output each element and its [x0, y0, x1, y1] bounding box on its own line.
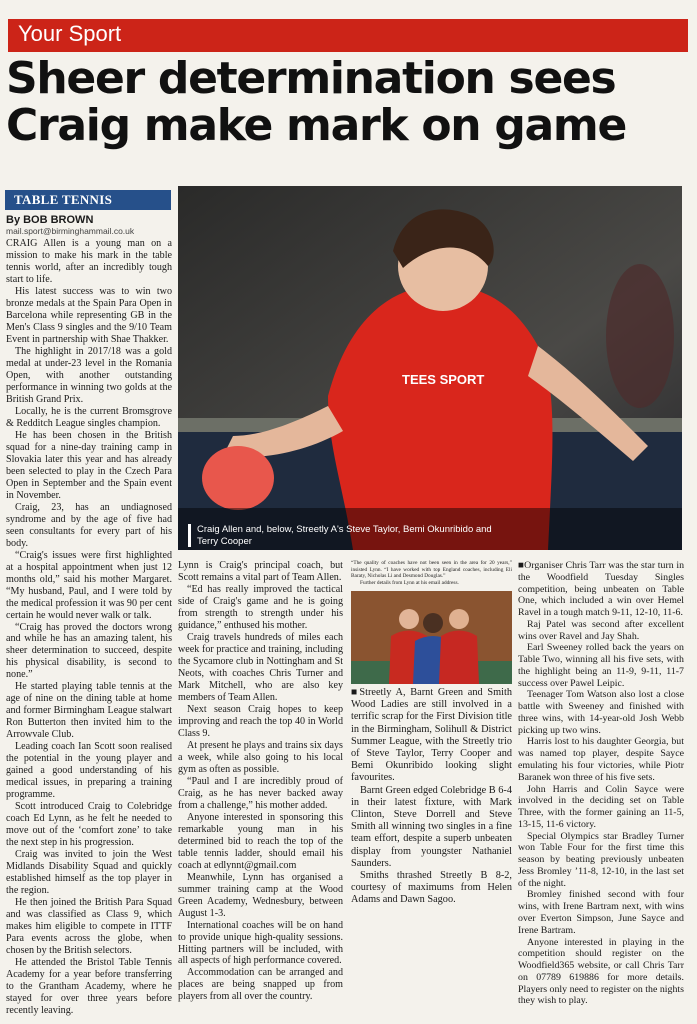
- section-label: Your Sport: [18, 21, 122, 46]
- byline: By BOB BROWN: [6, 214, 94, 226]
- paragraph: Lynn is Craig's principal coach, but Scott remains a vital part of Team Allen.: [178, 560, 343, 583]
- paragraph: Meanwhile, Lynn has organised a summer training camp at the Wood Green Academy, Wednesbury, between August 1-3.: [178, 871, 343, 919]
- paragraph: His latest success was to win two bronze medals at the Spain Para Open in Barcelona while representing GB in the Men's Class 9 singles and the 9/10 Team Event in partnership with Shae Thakker.: [6, 285, 172, 345]
- paragraph: ■ Organiser Chris Tarr was the star turn in the Woodfield Tuesday Singles competition, being unbeaten on Table One, which included a win over Hemel Ravel in a tough match 9-11, 12-10, 11-6.: [518, 560, 684, 619]
- section-banner: [8, 19, 688, 52]
- paragraph: Bromley finished second with four wins, with Irene Bartram next, with wins over Everton Simpson, June Sayce and Irene Bartram.: [518, 889, 684, 936]
- topic-label: TABLE TENNIS: [14, 192, 113, 207]
- article-column-middle: [178, 560, 343, 1003]
- player-illustration: [178, 186, 682, 550]
- topic-tag: [5, 190, 171, 210]
- paragraph: He then joined the British Para Squad and was classified as Class 9, which makes him eligible to compete in ITTF Para events across the globe, when chosen by the British selectors.: [6, 897, 172, 957]
- paragraph: Raj Patel was second after excellent wins over Ravel and Jay Shah.: [518, 618, 684, 642]
- paragraph: Leading coach Ian Scott soon realised the potential in the young player and gained a good understanding of his medical issues, in preparing a training programme.: [6, 741, 172, 801]
- paragraph: ■ Streetly A, Barnt Green and Smith Wood Ladies are still involved in a terrific scrap for the First Division title in the Birmingham, Solihull & District Summer League, with the Streetly trio of Steve Taylor, Terry Cooper and Bemi Okunribido looking slight favourites.: [351, 687, 512, 785]
- paragraph: Harris lost to his daughter Georgia, but was named top player, despite Sayce emulating his four victories, while Piotr Baranek won three of his five sets.: [518, 736, 684, 783]
- paragraph: Locally, he is the current Bromsgrove & Redditch League singles champion.: [6, 405, 172, 429]
- paragraph: Scott introduced Craig to Colebridge coach Ed Lynn, as he felt he needed to move out of the ‘comfort zone’ to take the next step in his progression.: [6, 801, 172, 849]
- paragraph: He started playing table tennis at the age of nine on the dining table at home and former Birmingham League stalwart Ron Butterton then invited him to the Arrowvale Club.: [6, 681, 172, 741]
- team-photo: [351, 591, 512, 684]
- byline-email: mail.sport@birminghammail.co.uk: [6, 226, 135, 236]
- paragraph: Barnt Green edged Colebridge B 6-4 in their latest fixture, with Mark Clinton, Steve Dorrell and Steve Smith all winning two singles in a fine team effort, despite a superb unbeaten display from youngster Nathaniel Saunders.: [351, 784, 512, 869]
- paragraph: “Craig has proved the doctors wrong and while he has an amazing talent, his sheer determination to succeed, despite his physical disability, is second to none.”: [6, 621, 172, 681]
- paragraph: “Craig's issues were first highlighted at a hospital appointment when just 12 months old,” said his mother Margaret. “My husband, Paul, and I were told by the medical profession it was 90 per cent certain he would never walk or talk.: [6, 549, 172, 621]
- article-column-right-top: [351, 560, 512, 587]
- paragraph: CRAIG Allen is a young man on a mission to make his mark in the table tennis world, after an incredibly tough start to life.: [6, 238, 172, 285]
- paragraph: Craig was invited to join the West Midlands Disability Squad and quickly established himself as the top player in the region.: [6, 849, 172, 897]
- paragraph: Earl Sweeney rolled back the years on Table Two, winning all his five sets, with the highlight being an 11-9, 9-11, 11-7 success over Pawel Leipic.: [518, 642, 684, 689]
- paragraph: At present he plays and trains six days a week, while also going to his local gym as often as possible.: [178, 739, 343, 775]
- article-column-far-right: [518, 560, 684, 1007]
- paragraph: Next season Craig hopes to keep improving and reach the top 40 in World Class 9.: [178, 703, 343, 739]
- paragraph: Anyone interested in playing in the competition should register on the Woodfield365 website, or call Chris Tarr on 07789 619886 for more details. Players only need to register on the nights they wish to play.: [518, 936, 684, 1007]
- team-illustration: [351, 591, 512, 684]
- headline: [6, 55, 692, 149]
- main-photo: [178, 186, 682, 550]
- paragraph: Craig, 23, has an undiagnosed syndrome and by the age of five had seen consultants for every part of his body.: [6, 501, 172, 549]
- shirt-sponsor-text: TEES SPORT: [402, 372, 485, 387]
- paragraph: “Ed has really improved the tactical side of Craig's game and he is going from strength to strength under his guidance,” enthused his mother.: [178, 583, 343, 631]
- paragraph: Accommodation can be arranged and places are being snapped up from players from all over the country.: [178, 967, 343, 1003]
- paragraph: He attended the Bristol Table Tennis Academy for a year before transferring to the Grantham Academy, where he stayed for over three years before recently leaving.: [6, 957, 172, 1016]
- paragraph: Special Olympics star Bradley Turner won Table Four for the first time this season by beating previously unbeaten Jess Bromley ’11-8, 12-10, in the last set of the night.: [518, 830, 684, 889]
- paragraph: “The quality of coaches have not been seen in the area for 20 years,” insisted Lynn. “I have worked with top England coaches, including Eli Baraty, Nicholas Li and Desmond Douglas.”: [351, 560, 512, 580]
- paragraph: Craig travels hundreds of miles each week for practice and training, including the Sycamore club in Nottingham and St Neots, with coaches Chris Turner and Mark Mitchell, who are also key members of Team Allen.: [178, 631, 343, 703]
- paragraph: Smiths thrashed Streetly B 8-2, courtesy of maximums from Helen Adams and Dawn Sagoo.: [351, 870, 512, 906]
- paragraph: Anyone interested in sponsoring this remarkable young man in his determined bid to reach the top of the table tennis ladder, should email his coach at edlynnt@gmail.com: [178, 811, 343, 871]
- article-column-left: [6, 238, 172, 1017]
- paragraph: The highlight in 2017/18 was a gold medal at under-23 level in the Romania Open, with another outstanding performance in winning two golds at the British Grand Prix.: [6, 345, 172, 405]
- headline-line-1: Sheer determination sees: [6, 53, 616, 104]
- bat-icon: [202, 446, 274, 510]
- paragraph: He has been chosen in the British squad for a nine-day training camp in Slovakia later this year and has already been selected to play in the Czech Para Open in September and the Spain event in November.: [6, 429, 172, 501]
- paragraph: Teenager Tom Watson also lost a close battle with Sweeney and finished with three wins, with 14-year-old Josh Webb picking up two wins.: [518, 689, 684, 736]
- paragraph: Further details from Lynn at his email address.: [360, 580, 459, 587]
- paragraph: International coaches will be on hand to provide unique high-quality sessions. Hitting partners will be included, with all aspects of high performance covered.: [178, 919, 343, 967]
- paragraph: “Paul and I are incredibly proud of Craig, as he has never backed away from a challenge,” his mother added.: [178, 775, 343, 811]
- headline-line-2: Craig make mark on game: [6, 100, 627, 151]
- photo-caption: Craig Allen and, below, Streetly A's Steve Taylor, Bemi Okunribido and Terry Cooper: [188, 524, 508, 547]
- paragraph: John Harris and Colin Sayce were involved in the deciding set on Table Three, with the former gaining an 11-5, 13-15, 11-6 victory.: [518, 783, 684, 830]
- article-column-right-bottom: [351, 687, 512, 907]
